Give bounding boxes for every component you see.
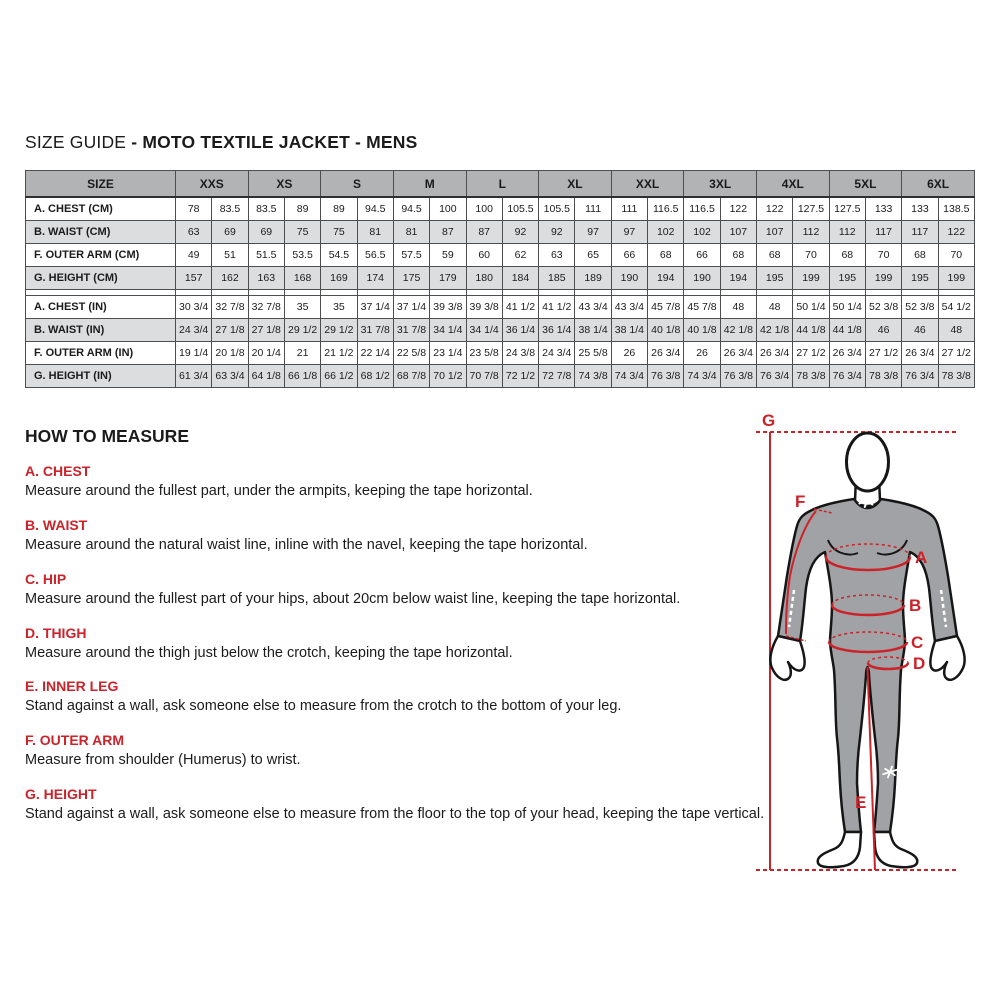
table-cell: 75 <box>284 221 320 244</box>
table-cell: 78 <box>176 197 212 221</box>
table-row <box>26 244 975 267</box>
table-cell: 30 3/4 <box>176 296 212 319</box>
table-cell: 26 3/4 <box>720 342 756 365</box>
size-header-s: S <box>321 171 394 198</box>
measure-section-text: Stand against a wall, ask someone else to measure from the crotch to the bottom of your leg. <box>25 698 622 715</box>
measure-section-heading: D. THIGH <box>25 624 87 641</box>
table-cell: 66 1/2 <box>321 365 357 388</box>
table-cell: 50 1/4 <box>829 296 865 319</box>
measure-section <box>25 517 765 555</box>
table-cell: 21 <box>284 342 320 365</box>
table-cell: 94.5 <box>357 197 393 221</box>
table-cell: 76 3/8 <box>720 365 756 388</box>
measure-section-text: Stand against a wall, ask someone else to measure from the floor to the top of your head, keeping the tape vertical. <box>25 806 765 823</box>
table-cell: 138.5 <box>938 197 974 221</box>
table-cell: 70 <box>938 244 974 267</box>
row-label: G. HEIGHT (IN) <box>26 365 176 388</box>
measure-section-text: Measure from shoulder (Humerus) to wrist. <box>25 752 301 769</box>
table-cell: 62 <box>502 244 538 267</box>
table-cell: 97 <box>575 221 611 244</box>
table-cell: 26 <box>611 342 647 365</box>
table-cell: 39 3/8 <box>430 296 466 319</box>
table-cell: 24 3/4 <box>539 342 575 365</box>
table-cell: 72 1/2 <box>502 365 538 388</box>
table-cell: 29 1/2 <box>321 319 357 342</box>
table-cell: 68 <box>720 244 756 267</box>
table-cell: 122 <box>757 197 793 221</box>
measure-section-text: Measure around the thigh just below the crotch, keeping the tape horizontal. <box>25 644 513 661</box>
size-header-3xl: 3XL <box>684 171 757 198</box>
table-cell: 20 1/8 <box>212 342 248 365</box>
table-cell: 44 1/8 <box>829 319 865 342</box>
table-cell: 32 7/8 <box>212 296 248 319</box>
size-header-6xl: 6XL <box>902 171 975 198</box>
table-cell: 53.5 <box>284 244 320 267</box>
table-cell: 31 7/8 <box>393 319 429 342</box>
table-cell: 174 <box>357 267 393 290</box>
table-cell: 24 3/8 <box>502 342 538 365</box>
measure-section-heading: G. HEIGHT <box>25 786 97 803</box>
measure-section <box>25 571 765 609</box>
table-cell: 133 <box>865 197 901 221</box>
table-cell: 36 1/4 <box>502 319 538 342</box>
table-cell: 199 <box>938 267 974 290</box>
table-cell: 190 <box>684 267 720 290</box>
table-cell: 76 3/4 <box>757 365 793 388</box>
how-to-measure-heading: HOW TO MEASURE <box>25 426 189 446</box>
table-cell: 44 1/8 <box>793 319 829 342</box>
table-cell: 24 3/4 <box>176 319 212 342</box>
table-cell: 46 <box>902 319 938 342</box>
table-cell: 42 1/8 <box>720 319 756 342</box>
table-cell: 70 7/8 <box>466 365 502 388</box>
table-cell: 48 <box>757 296 793 319</box>
table-cell: 189 <box>575 267 611 290</box>
table-cell: 180 <box>466 267 502 290</box>
table-cell: 107 <box>720 221 756 244</box>
table-cell: 26 <box>684 342 720 365</box>
table-cell: 43 3/4 <box>575 296 611 319</box>
measure-section <box>25 732 765 770</box>
table-cell: 168 <box>284 267 320 290</box>
size-header-l: L <box>466 171 539 198</box>
page-title-product: - MOTO TEXTILE JACKET - MENS <box>131 132 418 152</box>
table-cell: 75 <box>321 221 357 244</box>
table-cell: 68 <box>757 244 793 267</box>
table-row <box>26 365 975 388</box>
size-header-4xl: 4XL <box>757 171 830 198</box>
table-cell: 45 7/8 <box>648 296 684 319</box>
table-cell: 51.5 <box>248 244 284 267</box>
table-cell: 40 1/8 <box>684 319 720 342</box>
measure-section <box>25 786 765 824</box>
label-f-outer-arm: F <box>795 492 806 511</box>
table-header-row <box>26 171 975 198</box>
table-cell: 66 <box>684 244 720 267</box>
row-label: F. OUTER ARM (IN) <box>26 342 176 365</box>
table-cell: 76 3/4 <box>829 365 865 388</box>
table-cell: 27 1/8 <box>212 319 248 342</box>
table-cell: 190 <box>611 267 647 290</box>
label-a-chest: A <box>915 548 928 567</box>
measure-section <box>25 463 765 501</box>
size-header-m: M <box>393 171 466 198</box>
table-cell: 163 <box>248 267 284 290</box>
table-cell: 50 1/4 <box>793 296 829 319</box>
row-label: B. WAIST (IN) <box>26 319 176 342</box>
figure-head <box>847 433 889 491</box>
table-cell: 199 <box>793 267 829 290</box>
table-cell: 68 <box>648 244 684 267</box>
table-cell: 25 5/8 <box>575 342 611 365</box>
figure-right-foot <box>874 832 917 867</box>
table-cell: 64 1/8 <box>248 365 284 388</box>
label-b-waist: B <box>909 596 922 615</box>
table-cell: 69 <box>248 221 284 244</box>
table-cell: 21 1/2 <box>321 342 357 365</box>
table-cell: 29 1/2 <box>284 319 320 342</box>
label-g-height: G <box>762 411 776 430</box>
table-cell: 175 <box>393 267 429 290</box>
table-cell: 26 3/4 <box>902 342 938 365</box>
measure-section-text: Measure around the natural waist line, inline with the navel, keeping the tape horizontal. <box>25 536 588 553</box>
table-cell: 102 <box>684 221 720 244</box>
table-cell: 105.5 <box>539 197 575 221</box>
measure-section-heading: B. WAIST <box>25 516 88 533</box>
table-row <box>26 342 975 365</box>
row-label: A. CHEST (IN) <box>26 296 176 319</box>
table-cell: 112 <box>829 221 865 244</box>
table-cell: 36 1/4 <box>539 319 575 342</box>
table-cell: 199 <box>865 267 901 290</box>
measure-section-text: Measure around the fullest part of your hips, about 20cm below waist line, keeping the tape horizontal. <box>25 590 681 607</box>
table-cell: 69 <box>212 221 248 244</box>
table-cell: 32 7/8 <box>248 296 284 319</box>
table-cell: 34 1/4 <box>466 319 502 342</box>
table-cell: 111 <box>575 197 611 221</box>
table-cell: 133 <box>902 197 938 221</box>
table-cell: 78 3/8 <box>793 365 829 388</box>
table-cell: 92 <box>539 221 575 244</box>
table-cell: 195 <box>829 267 865 290</box>
table-cell: 26 3/4 <box>829 342 865 365</box>
table-cell: 59 <box>430 244 466 267</box>
table-cell: 102 <box>648 221 684 244</box>
table-cell: 100 <box>430 197 466 221</box>
table-cell: 23 5/8 <box>466 342 502 365</box>
table-cell: 35 <box>284 296 320 319</box>
table-cell: 51 <box>212 244 248 267</box>
measure-section-heading: C. HIP <box>25 570 67 587</box>
table-cell: 81 <box>393 221 429 244</box>
table-cell: 179 <box>430 267 466 290</box>
size-header-xxs: XXS <box>176 171 249 198</box>
table-cell: 37 1/4 <box>357 296 393 319</box>
table-cell: 184 <box>502 267 538 290</box>
table-cell: 54.5 <box>321 244 357 267</box>
row-label: B. WAIST (CM) <box>26 221 176 244</box>
table-cell: 194 <box>720 267 756 290</box>
table-cell: 66 <box>611 244 647 267</box>
size-header-xl: XL <box>539 171 612 198</box>
table-row <box>26 296 975 319</box>
table-cell: 92 <box>502 221 538 244</box>
table-row <box>26 221 975 244</box>
table-row <box>26 267 975 290</box>
row-label: F. OUTER ARM (CM) <box>26 244 176 267</box>
table-cell: 27 1/2 <box>793 342 829 365</box>
table-cell: 23 1/4 <box>430 342 466 365</box>
table-cell: 54 1/2 <box>938 296 974 319</box>
table-cell: 74 3/8 <box>575 365 611 388</box>
measure-section-heading: F. OUTER ARM <box>25 732 125 749</box>
table-row <box>26 197 975 221</box>
table-cell: 117 <box>865 221 901 244</box>
figure-right-hand <box>930 636 964 680</box>
table-cell: 78 3/8 <box>938 365 974 388</box>
measure-section-heading: E. INNER LEG <box>25 678 119 695</box>
label-e-inner-leg: E <box>855 793 867 812</box>
table-cell: 78 3/8 <box>865 365 901 388</box>
measure-sections <box>25 463 765 824</box>
table-cell: 63 <box>176 221 212 244</box>
table-cell: 46 <box>865 319 901 342</box>
table-cell: 65 <box>575 244 611 267</box>
page-title <box>25 132 418 153</box>
table-cell: 81 <box>357 221 393 244</box>
table-cell: 89 <box>321 197 357 221</box>
table-cell: 94.5 <box>393 197 429 221</box>
measure-section-heading: A. CHEST <box>25 463 91 479</box>
table-cell: 100 <box>466 197 502 221</box>
table-cell: 74 3/4 <box>684 365 720 388</box>
table-cell: 66 1/8 <box>284 365 320 388</box>
table-cell: 34 1/4 <box>430 319 466 342</box>
row-label: A. CHEST (CM) <box>26 197 176 221</box>
table-cell: 38 1/4 <box>611 319 647 342</box>
table-cell: 74 3/4 <box>611 365 647 388</box>
table-cell: 63 <box>539 244 575 267</box>
table-cell: 83.5 <box>212 197 248 221</box>
table-cell: 122 <box>938 221 974 244</box>
measurement-figure <box>753 405 981 880</box>
table-cell: 111 <box>611 197 647 221</box>
table-cell: 162 <box>212 267 248 290</box>
measure-section-text: Measure around the fullest part, under the armpits, keeping the tape horizontal. <box>25 483 533 499</box>
table-cell: 87 <box>466 221 502 244</box>
how-to-measure-section <box>25 426 765 837</box>
table-cell: 49 <box>176 244 212 267</box>
table-cell: 68 <box>829 244 865 267</box>
table-cell: 127.5 <box>793 197 829 221</box>
table-cell: 52 3/8 <box>902 296 938 319</box>
table-cell: 31 7/8 <box>357 319 393 342</box>
table-cell: 26 3/4 <box>648 342 684 365</box>
table-cell: 68 7/8 <box>393 365 429 388</box>
table-cell: 68 1/2 <box>357 365 393 388</box>
size-header-xxl: XXL <box>611 171 684 198</box>
table-cell: 27 1/8 <box>248 319 284 342</box>
table-cell: 48 <box>720 296 756 319</box>
table-cell: 19 1/4 <box>176 342 212 365</box>
table-cell: 48 <box>938 319 974 342</box>
table-cell: 27 1/2 <box>865 342 901 365</box>
table-cell: 45 7/8 <box>684 296 720 319</box>
table-cell: 105.5 <box>502 197 538 221</box>
table-cell: 43 3/4 <box>611 296 647 319</box>
table-cell: 39 3/8 <box>466 296 502 319</box>
table-cell: 89 <box>284 197 320 221</box>
figure-left-foot <box>818 832 861 867</box>
table-cell: 57.5 <box>393 244 429 267</box>
table-cell: 70 <box>793 244 829 267</box>
page-title-prefix: SIZE GUIDE <box>25 132 132 152</box>
table-cell: 27 1/2 <box>938 342 974 365</box>
table-cell: 112 <box>793 221 829 244</box>
table-cell: 157 <box>176 267 212 290</box>
table-cell: 40 1/8 <box>648 319 684 342</box>
size-header-5xl: 5XL <box>829 171 902 198</box>
body-figure-svg <box>753 405 981 880</box>
table-cell: 35 <box>321 296 357 319</box>
table-cell: 70 1/2 <box>430 365 466 388</box>
table-cell: 116.5 <box>684 197 720 221</box>
table-cell: 83.5 <box>248 197 284 221</box>
table-cell: 70 <box>865 244 901 267</box>
table-cell: 122 <box>720 197 756 221</box>
table-row <box>26 319 975 342</box>
table-cell: 116.5 <box>648 197 684 221</box>
label-d-thigh: D <box>913 654 926 673</box>
table-cell: 195 <box>902 267 938 290</box>
table-cell: 22 5/8 <box>393 342 429 365</box>
table-cell: 42 1/8 <box>757 319 793 342</box>
table-cell: 52 3/8 <box>865 296 901 319</box>
table-cell: 56.5 <box>357 244 393 267</box>
table-cell: 117 <box>902 221 938 244</box>
table-cell: 20 1/4 <box>248 342 284 365</box>
table-cell: 41 1/2 <box>539 296 575 319</box>
table-cell: 38 1/4 <box>575 319 611 342</box>
table-cell: 26 3/4 <box>757 342 793 365</box>
table-cell: 61 3/4 <box>176 365 212 388</box>
table-cell: 68 <box>902 244 938 267</box>
table-cell: 97 <box>611 221 647 244</box>
table-cell: 72 7/8 <box>539 365 575 388</box>
table-cell: 87 <box>430 221 466 244</box>
table-cell: 169 <box>321 267 357 290</box>
row-label: G. HEIGHT (CM) <box>26 267 176 290</box>
table-cell: 194 <box>648 267 684 290</box>
table-cell: 76 3/8 <box>648 365 684 388</box>
label-c-hip: C <box>911 633 924 652</box>
measure-section <box>25 678 765 716</box>
table-cell: 60 <box>466 244 502 267</box>
table-cell: 41 1/2 <box>502 296 538 319</box>
table-cell: 127.5 <box>829 197 865 221</box>
size-guide-table <box>25 170 975 388</box>
measure-section <box>25 625 765 663</box>
table-cell: 22 1/4 <box>357 342 393 365</box>
table-cell: 107 <box>757 221 793 244</box>
table-cell: 195 <box>757 267 793 290</box>
figure-left-hand <box>770 636 804 680</box>
table-cell: 37 1/4 <box>393 296 429 319</box>
table-cell: 76 3/4 <box>902 365 938 388</box>
size-header-xs: XS <box>248 171 321 198</box>
table-cell: 185 <box>539 267 575 290</box>
size-column-header: SIZE <box>26 171 176 198</box>
table-cell: 63 3/4 <box>212 365 248 388</box>
